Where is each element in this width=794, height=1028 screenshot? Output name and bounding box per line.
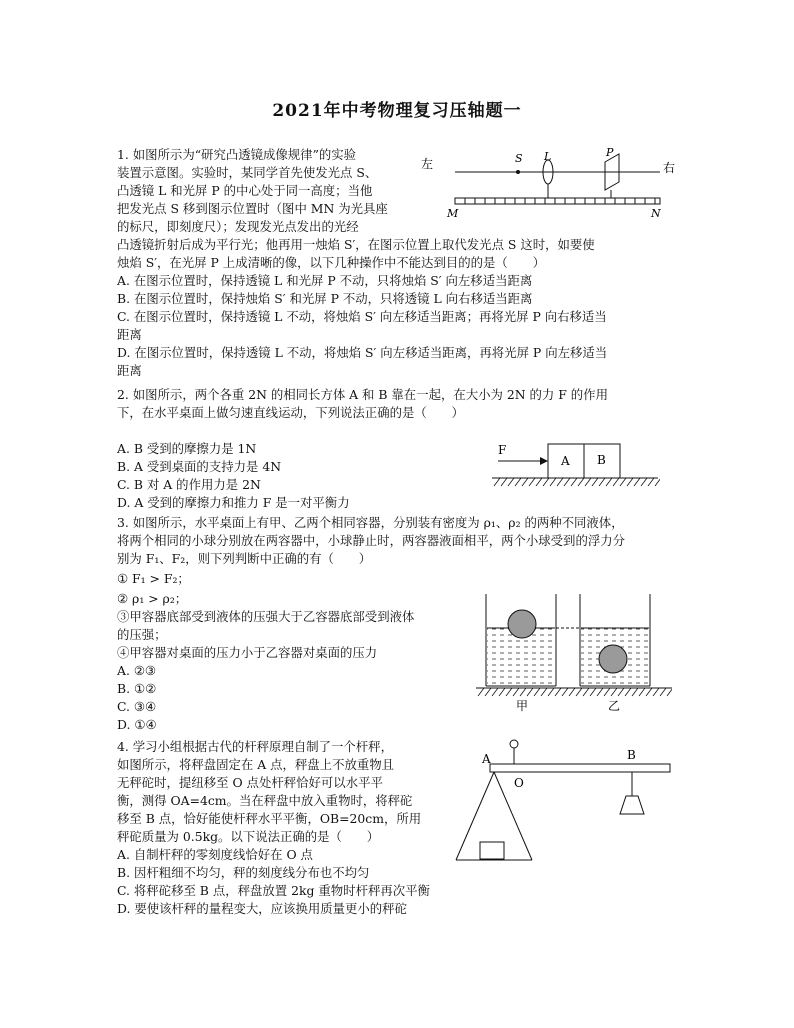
q1-line: 把发光点 S 移到图示位置时（图中 MN 为光具座 (117, 201, 388, 216)
q1-option-a: A. 在图示位置时，保持透镜 L 和光屏 P 不动，只将烛焰 S′ 向左移适当距离 (117, 273, 533, 288)
decor-mark (646, 688, 652, 696)
decor-mark (501, 478, 507, 486)
q1-line: 烛焰 S′，在光屏 P 上成清晰的像，以下几种操作中不能达到目的的是（ ） (117, 255, 545, 270)
q3-line: 将两个相同的小球分别放在两容器中，小球静止时，两容器液面相平，两个小球受到的浮力分 (117, 533, 626, 548)
page-title: 2021年中考物理复习压轴题一 (272, 101, 522, 121)
decor-mark (494, 478, 500, 486)
q1-line: 凸透镜 L 和光屏 P 的中心处于同一高度；当他 (117, 183, 373, 198)
decor-mark (597, 688, 603, 696)
optical-bench-figure (415, 142, 685, 222)
decor-mark (513, 688, 519, 696)
label-A: A (561, 454, 570, 468)
decor-mark (627, 478, 633, 486)
decor-mark (583, 688, 589, 696)
decor-mark (569, 688, 575, 696)
label-right: 右 (663, 161, 676, 175)
pan-string-right (494, 772, 532, 860)
decor-mark (529, 478, 535, 486)
q1-line: 凸透镜折射后成为平行光；他再用一烛焰 S′，在图示位置上取代发光点 S 这时，如要使 (117, 237, 595, 252)
q4-option-b: B. 因杆粗细不均匀，秤的刻度线分布也不均匀 (117, 865, 370, 880)
decor-mark (541, 688, 547, 696)
label-A: A (482, 752, 491, 766)
label-F: F (498, 443, 507, 457)
decor-mark (585, 478, 591, 486)
decor-mark (550, 478, 556, 486)
decor-mark (522, 478, 528, 486)
q4-option-c: C. 将秤砣移至 B 点，秤盘放置 2kg 重物时杆秤再次平衡 (117, 883, 430, 898)
q2-option-d: D. A 受到的摩擦力和推力 F 是一对平衡力 (117, 495, 350, 510)
decor-mark (576, 688, 582, 696)
decor-mark (515, 478, 521, 486)
weight-object (480, 842, 504, 859)
decor-mark (562, 688, 568, 696)
decor-mark (520, 688, 526, 696)
blocks-figure (490, 440, 660, 492)
decor-mark (639, 688, 645, 696)
decor-mark (543, 478, 549, 486)
steelyard-rod (490, 764, 670, 772)
q3-statement-3-cont: 的压强； (117, 627, 167, 642)
q1-option-c-cont: 距离 (117, 327, 142, 342)
q4-line: 4. 学习小组根据古代的杆秤原理自制了一个杆秤， (117, 739, 393, 754)
decor-mark (599, 478, 605, 486)
decor-mark (618, 688, 624, 696)
q4-option-d: D. 要使该杆秤的量程变大，应该换用质量更小的秤砣 (117, 901, 407, 916)
label-B: B (597, 453, 606, 467)
decor-mark (536, 478, 542, 486)
decor-mark (613, 478, 619, 486)
decor-mark (557, 478, 563, 486)
counterweight (620, 796, 644, 814)
q1-line: 装置示意图。实验时，某同学首先使发光点 S、 (117, 165, 378, 180)
q2-line: 下，在水平桌面上做匀速直线运动，下列说法正确的是（ ） (117, 405, 464, 420)
q1-option-b: B. 在图示位置时，保持烛焰 S′ 和光屏 P 不动，只将透镜 L 向右移适当距离 (117, 291, 533, 306)
lifting-knob (510, 740, 518, 748)
q3-option-c: C. ③④ (117, 699, 157, 714)
decor-mark (571, 478, 577, 486)
q2-option-a: A. B 受到的摩擦力是 1N (117, 441, 257, 456)
ruler-MN (455, 198, 660, 204)
decor-mark (604, 688, 610, 696)
pan-string-left (456, 772, 494, 860)
label-left: 左 (421, 157, 434, 171)
decor-mark (641, 478, 647, 486)
decor-mark (548, 688, 554, 696)
decor-mark (555, 688, 561, 696)
q4-line: 移至 B 点，恰好能使杆秤水平平衡，OB=20cm，所用 (117, 811, 422, 826)
q3-option-d: D. ①④ (117, 717, 157, 732)
decor-mark (634, 478, 640, 486)
label-B: B (627, 748, 636, 762)
decor-mark (667, 688, 672, 696)
decor-mark (506, 688, 512, 696)
q4-line: 无秤砣时，提纽移至 O 点处杆秤恰好可以水平平 (117, 775, 383, 790)
label-N: N (651, 207, 661, 220)
decor-mark (508, 478, 514, 486)
label-S: S (515, 152, 523, 165)
q3-statement-4: ④甲容器对桌面的压力小于乙容器对桌面的压力 (117, 645, 378, 660)
label-O: O (514, 776, 524, 790)
containers-figure (476, 590, 672, 714)
decor-mark (492, 688, 498, 696)
q2-option-c: C. B 对 A 的作用力是 2N (117, 477, 261, 492)
decor-mark (534, 688, 540, 696)
q1-line: 1. 如图所示为“研究凸透镜成像规律”的实验 (117, 147, 357, 162)
light-point-S (516, 170, 520, 174)
decor-mark (478, 688, 484, 696)
q1-line: 的标尺，即刻度尺）；发现发光点发出的光经 (117, 219, 359, 234)
decor-mark (485, 688, 491, 696)
decor-mark (499, 688, 505, 696)
decor-mark (611, 688, 617, 696)
q3-line: 3. 如图所示，水平桌面上有甲、乙两个相同容器，分别装有密度为 ρ₁、ρ₂ 的两种不同液体， (117, 515, 624, 530)
decor-mark (648, 478, 654, 486)
decor-mark (606, 478, 612, 486)
decor-mark (625, 688, 631, 696)
q4-line: 秤砣质量为 0.5kg。以下说法正确的是（ ） (117, 829, 380, 844)
label-P: P (606, 146, 614, 159)
label-yi: 乙 (608, 699, 621, 713)
decor-mark (564, 478, 570, 486)
q2-option-b: B. A 受到桌面的支持力是 4N (117, 459, 282, 474)
decor-mark (590, 688, 596, 696)
ball-yi (599, 645, 627, 673)
decor-mark (632, 688, 638, 696)
label-M: M (447, 207, 459, 220)
q3-statement-1: ① F₁ > F₂； (117, 571, 190, 586)
q1-option-d: D. 在图示位置时，保持透镜 L 不动，将烛焰 S′ 向左移适当距离，再将光屏 P 向左移适当 (117, 345, 608, 360)
q1-option-c: C. 在图示位置时，保持透镜 L 不动，将烛焰 S′ 向左移适当距离；再将光屏 P 向右移适当 (117, 309, 607, 324)
q4-line: 衡，测得 OA=4cm。当在秤盘中放入重物时，将秤砣 (117, 793, 413, 808)
q4-option-a: A. 自制杆秤的零刻度线恰好在 O 点 (117, 847, 313, 862)
decor-mark (653, 688, 659, 696)
q1-option-d-cont: 距离 (117, 363, 142, 378)
decor-mark (527, 688, 533, 696)
q4-line: 如图所示，将秤盘固定在 A 点，秤盘上不放重物且 (117, 757, 395, 772)
q3-statement-3: ③甲容器底部受到液体的压强大于乙容器底部受到液体 (117, 609, 415, 624)
ball-jia (508, 610, 536, 638)
decor-mark (660, 688, 666, 696)
decor-mark (620, 478, 626, 486)
q3-line: 别为 F₁、F₂，则下列判断中正确的有（ ） (117, 551, 372, 566)
decor-mark (592, 478, 598, 486)
label-jia: 甲 (516, 699, 529, 713)
decor-mark (655, 478, 660, 486)
steelyard-figure (452, 736, 682, 866)
decor-mark (578, 478, 584, 486)
q3-option-b: B. ①② (117, 681, 157, 696)
q3-statement-2: ② ρ₁ > ρ₂； (117, 591, 188, 606)
label-L: L (544, 150, 552, 163)
q3-option-a: A. ②③ (117, 663, 157, 678)
q2-line: 2. 如图所示，两个各重 2N 的相同长方体 A 和 B 靠在一起，在大小为 2N 的力 F 的作用 (117, 387, 608, 402)
